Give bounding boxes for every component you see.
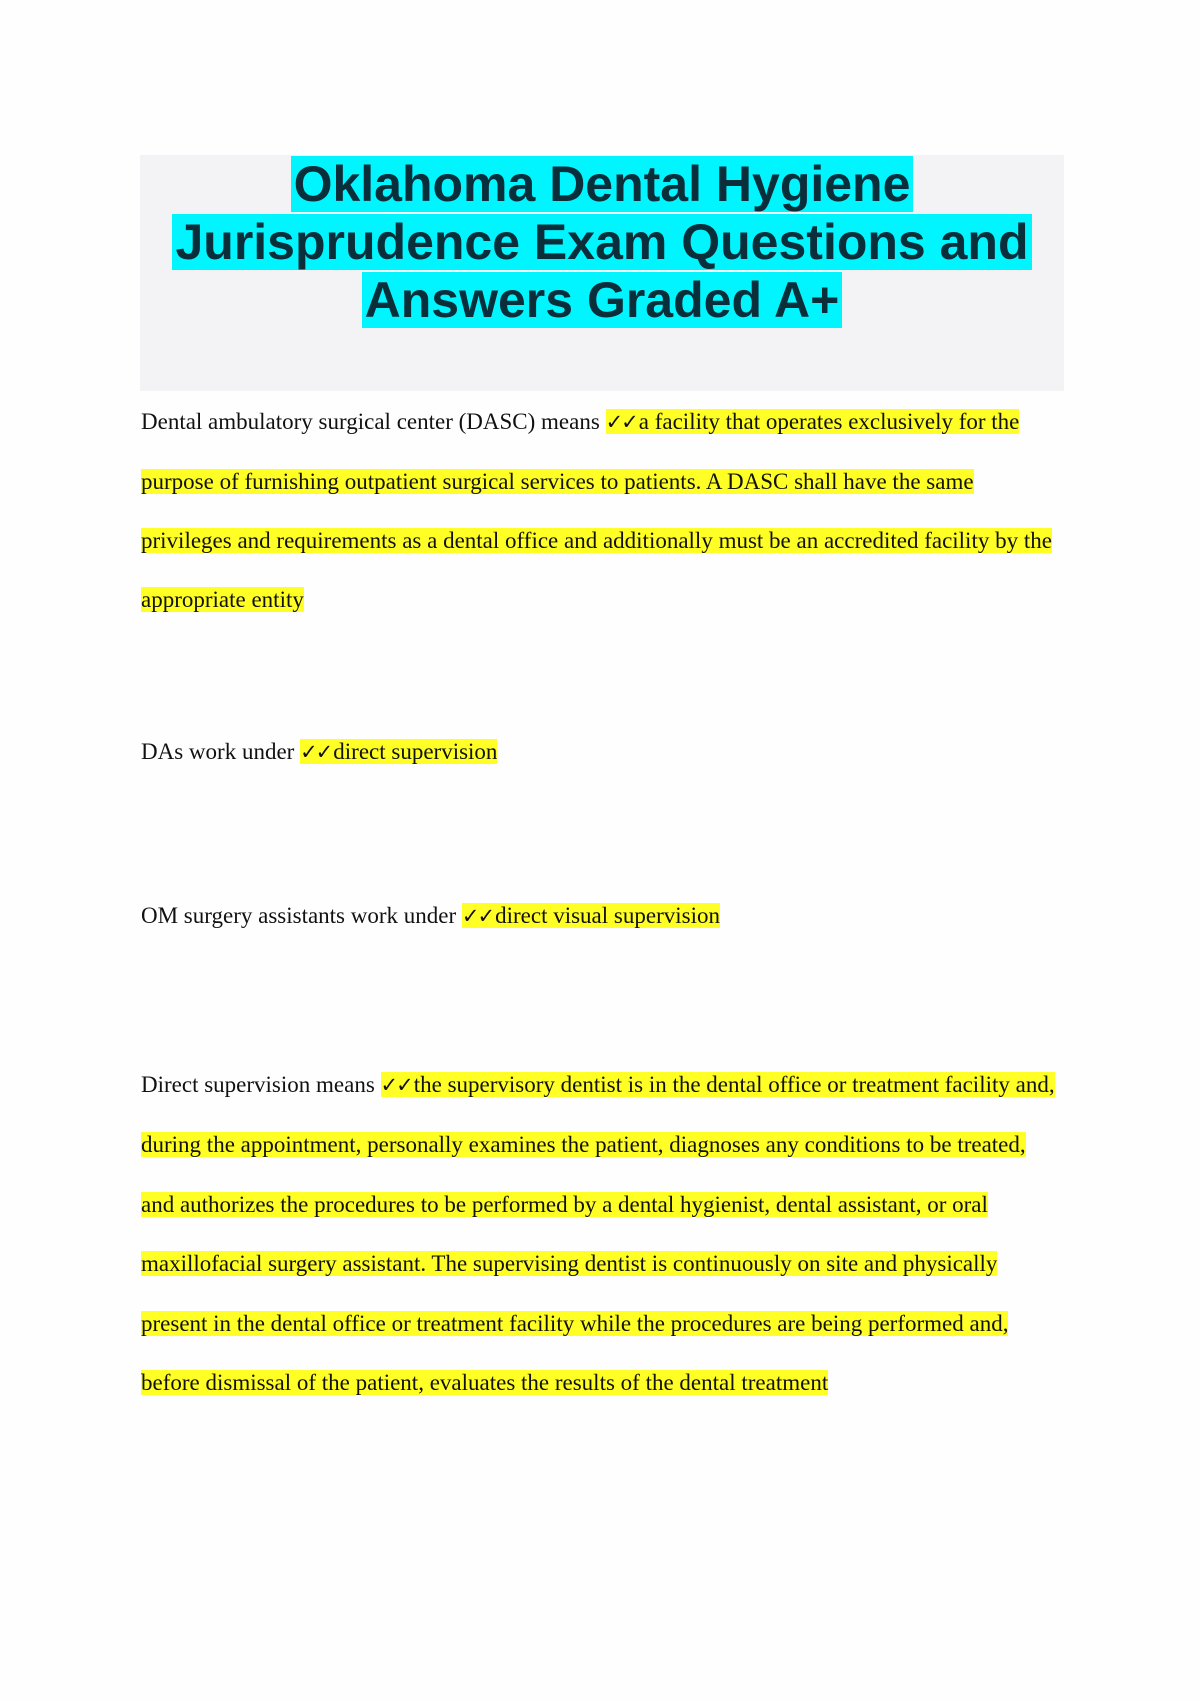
answer-text: the supervisory dentist is in the dental office or treatment facility and, during the appointment, personally examines the patient, diagnoses any conditions to be treated, and authorizes the procedures to be performed by a dental hygienist, dental assistant, or oral maxillofacial surgery assistant. The supervising dentist is continuously on site and physically present in the dental office or treatment facility while the procedures are being performed and, before dismissal of the patient, evaluates the results of the dental treatment	[141, 1072, 1055, 1396]
document-title	[140, 155, 1064, 329]
question-text: DAs work under	[141, 739, 295, 764]
answer-text: a facility that operates exclusively for the purpose of furnishing outpatient surgical services to patients. A DASC shall have the same privileges and requirements as a dental office and additionally must be an accredited facility by the appropriate entity	[141, 409, 1052, 612]
question-text: OM surgery assistants work under	[141, 903, 457, 928]
answer-text: direct supervision	[333, 739, 498, 764]
answer-highlight	[141, 1072, 1055, 1395]
qa-item-om-surgery	[141, 896, 1061, 936]
qa-item-das	[141, 732, 1061, 772]
double-check-icon: ✓✓	[300, 740, 332, 764]
question-text: Dental ambulatory surgical center (DASC) means	[141, 409, 600, 434]
answer-highlight	[300, 739, 497, 764]
qa-item-direct-supervision	[141, 1055, 1061, 1412]
double-check-icon: ✓✓	[605, 410, 637, 434]
answer-text: direct visual supervision	[495, 903, 720, 928]
answer-highlight	[462, 903, 720, 928]
question-text: Direct supervision means	[141, 1072, 375, 1097]
double-check-icon: ✓✓	[461, 904, 494, 928]
qa-item-dasc	[141, 392, 1061, 629]
answer-highlight	[141, 409, 1052, 612]
document-title-text: Oklahoma Dental Hygiene Jurisprudence Exam Questions and Answers Graded A+	[172, 156, 1031, 328]
double-check-icon: ✓✓	[380, 1073, 412, 1097]
